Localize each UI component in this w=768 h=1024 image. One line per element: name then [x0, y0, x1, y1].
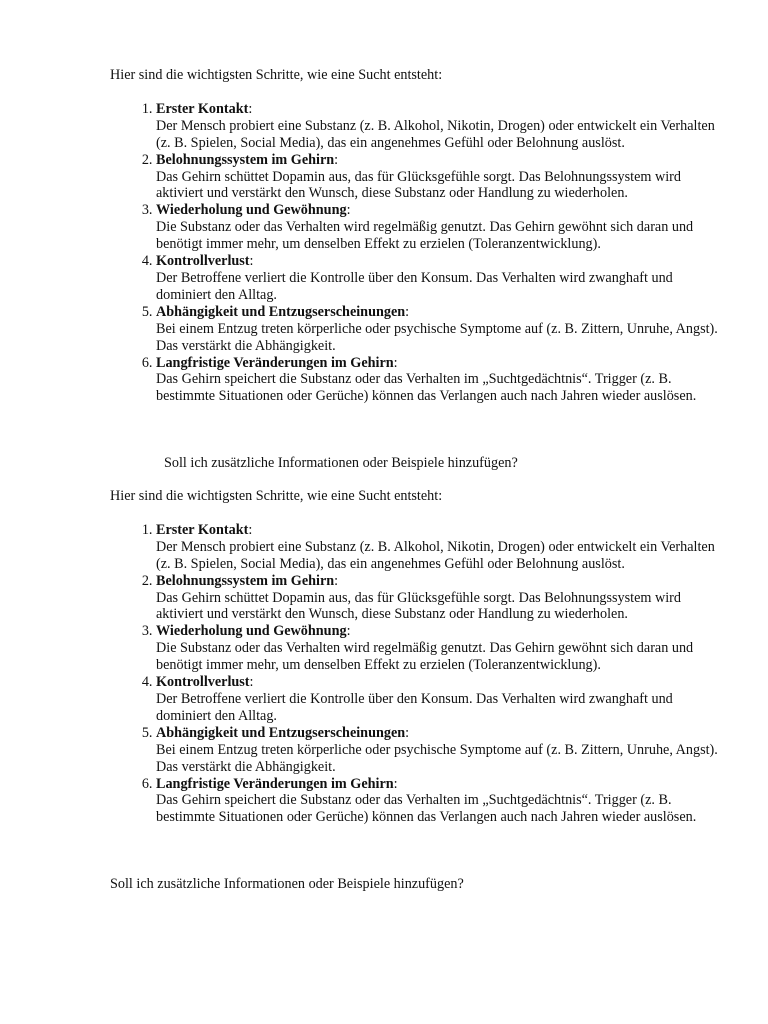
step-title: Langfristige Veränderungen im Gehirn [156, 354, 394, 371]
step-colon: : [334, 572, 339, 589]
intro-text: Hier sind die wichtigsten Schritte, wie eine Sucht entsteht: [110, 67, 443, 83]
step-title: Kontrollverlust [156, 674, 250, 691]
step-title: Wiederholung und Gewöhnung [156, 202, 347, 219]
step-description: Die Substanz oder das Verhalten wird regelmäßig genutzt. Das Gehirn gewöhnt sich daran und benötigt immer mehr, um denselben Effekt zu erzielen (Toleranzentwicklung). [156, 219, 694, 253]
step-colon: : [248, 100, 253, 117]
step-title: Langfristige Veränderungen im Gehirn [156, 775, 394, 792]
step-colon: : [334, 151, 339, 168]
step-description: Das Gehirn schüttet Dopamin aus, das für Glücksgefühle sorgt. Das Belohnungssystem wird aktiviert und verstärkt den Wunsch, diese Substanz oder Handlung zu wiederholen. [156, 168, 681, 202]
step-title: Wiederholung und Gewöhnung [156, 623, 347, 640]
list-item [156, 355, 730, 406]
follow-up-question: Soll ich zusätzliche Informationen oder Beispiele hinzufügen? [110, 876, 464, 892]
step-description: Der Mensch probiert eine Substanz (z. B. Alkohol, Nikotin, Drogen) oder entwickelt ein Verhalten (z. B. Spielen, Social Media), das ein angenehmes Gefühl oder Belohnung auslöst. [156, 538, 715, 572]
list-item [156, 152, 730, 203]
list-item [156, 776, 730, 827]
step-colon: : [249, 253, 254, 270]
step-title: Belohnungssystem im Gehirn [156, 572, 335, 589]
step-colon: : [346, 202, 351, 219]
step-colon: : [393, 775, 398, 792]
step-title: Kontrollverlust [156, 253, 250, 270]
list-item [156, 573, 730, 624]
steps-list [110, 101, 730, 405]
list-item [156, 623, 730, 674]
list-item [156, 202, 730, 253]
list-item [156, 725, 730, 776]
step-title: Erster Kontakt [156, 100, 249, 117]
step-colon: : [405, 303, 410, 320]
step-title: Abhängigkeit und Entzugserscheinungen [156, 724, 406, 741]
answer-block-2 [110, 488, 730, 826]
step-colon: : [405, 724, 410, 741]
list-item [156, 304, 730, 355]
step-colon: : [393, 354, 398, 371]
step-title: Erster Kontakt [156, 521, 249, 538]
step-description: Bei einem Entzug treten körperliche oder psychische Symptome auf (z. B. Zittern, Unruhe, Angst). Das verstärkt die Abhängigkeit. [156, 741, 718, 775]
step-description: Der Mensch probiert eine Substanz (z. B. Alkohol, Nikotin, Drogen) oder entwickelt ein Verhalten (z. B. Spielen, Social Media), das ein angenehmes Gefühl oder Belohnung auslöst. [156, 117, 715, 151]
step-description: Die Substanz oder das Verhalten wird regelmäßig genutzt. Das Gehirn gewöhnt sich daran und benötigt immer mehr, um denselben Effekt zu erzielen (Toleranzentwicklung). [156, 640, 694, 674]
step-description: Das Gehirn speichert die Substanz oder das Verhalten im „Suchtgedächtnis“. Trigger (z. B. bestimmte Situationen oder Gerüche) können das Verlangen auch nach Jahren wieder auslösen. [156, 792, 697, 826]
list-item [156, 522, 730, 573]
steps-list [110, 522, 730, 826]
step-description: Der Betroffene verliert die Kontrolle über den Konsum. Das Verhalten wird zwanghaft und dominiert den Alltag. [156, 269, 673, 303]
step-description: Das Gehirn speichert die Substanz oder das Verhalten im „Suchtgedächtnis“. Trigger (z. B. bestimmte Situationen oder Gerüche) können das Verlangen auch nach Jahren wieder auslösen. [156, 371, 697, 405]
step-colon: : [346, 623, 351, 640]
step-description: Bei einem Entzug treten körperliche oder psychische Symptome auf (z. B. Zittern, Unruhe, Angst). Das verstärkt die Abhängigkeit. [156, 320, 718, 354]
answer-block-1 [110, 67, 730, 405]
list-item [156, 253, 730, 304]
list-item [156, 674, 730, 725]
follow-up-question: Soll ich zusätzliche Informationen oder Beispiele hinzufügen? [164, 455, 518, 471]
step-title: Abhängigkeit und Entzugserscheinungen [156, 303, 406, 320]
step-colon: : [249, 674, 254, 691]
step-colon: : [248, 521, 253, 538]
intro-text: Hier sind die wichtigsten Schritte, wie eine Sucht entsteht: [110, 488, 443, 504]
list-item [156, 101, 730, 152]
step-description: Das Gehirn schüttet Dopamin aus, das für Glücksgefühle sorgt. Das Belohnungssystem wird aktiviert und verstärkt den Wunsch, diese Substanz oder Handlung zu wiederholen. [156, 589, 681, 623]
step-description: Der Betroffene verliert die Kontrolle über den Konsum. Das Verhalten wird zwanghaft und dominiert den Alltag. [156, 690, 673, 724]
step-title: Belohnungssystem im Gehirn [156, 151, 335, 168]
